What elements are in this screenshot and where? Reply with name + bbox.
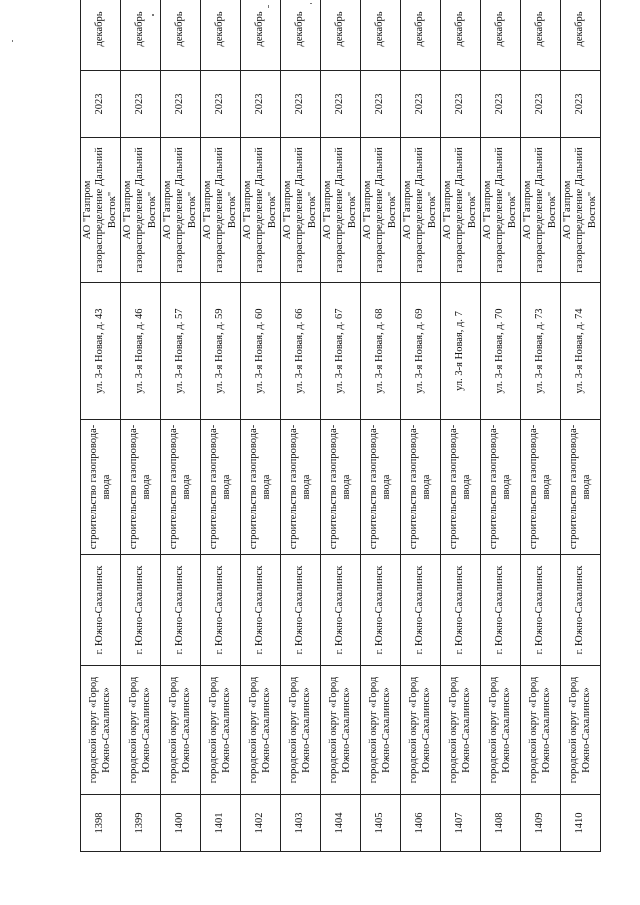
row-number-cell: 1409 <box>521 795 561 852</box>
municipality-cell: городской округ «Город Южно-Сахалинск» <box>81 666 121 795</box>
locality-cell: г. Южно-Сахалинск <box>121 555 161 666</box>
municipality-cell: городской округ «Город Южно-Сахалинск» <box>481 666 521 795</box>
organization-cell: АО "Газпром газораспределение Дальний Восток" <box>161 138 201 283</box>
table-row <box>161 0 201 852</box>
locality-cell: г. Южно-Сахалинск <box>161 555 201 666</box>
locality-cell: г. Южно-Сахалинск <box>201 555 241 666</box>
rotated-table-wrapper <box>80 11 600 852</box>
month-cell: декабрь <box>321 0 361 71</box>
month-cell: декабрь <box>401 0 441 71</box>
row-number-cell: 1400 <box>161 795 201 852</box>
municipality-cell: городской округ «Город Южно-Сахалинск» <box>561 666 601 795</box>
row-number-cell: 1399 <box>121 795 161 852</box>
organization-cell: АО "Газпром газораспределение Дальний Восток" <box>441 138 481 283</box>
address-cell: ул. 3-я Новая, д. 67 <box>321 283 361 420</box>
row-number-cell: 1407 <box>441 795 481 852</box>
gas-pipeline-schedule-table <box>80 0 601 852</box>
row-number-cell: 1404 <box>321 795 361 852</box>
month-cell: декабрь <box>81 0 121 71</box>
address-cell: ул. 3-я Новая, д. 66 <box>281 283 321 420</box>
work-type-cell: строительство газопровода-ввода <box>521 420 561 555</box>
month-cell: декабрь <box>121 0 161 71</box>
locality-cell: г. Южно-Сахалинск <box>281 555 321 666</box>
row-number-cell: 1405 <box>361 795 401 852</box>
municipality-cell: городской округ «Город Южно-Сахалинск» <box>201 666 241 795</box>
month-cell: декабрь <box>241 0 281 71</box>
year-cell: 2023 <box>121 71 161 138</box>
work-type-cell: строительство газопровода-ввода <box>201 420 241 555</box>
table-row <box>361 0 401 852</box>
locality-cell: г. Южно-Сахалинск <box>561 555 601 666</box>
work-type-cell: строительство газопровода-ввода <box>241 420 281 555</box>
table-row <box>321 0 361 852</box>
municipality-cell: городской округ «Город Южно-Сахалинск» <box>121 666 161 795</box>
locality-cell: г. Южно-Сахалинск <box>321 555 361 666</box>
work-type-cell: строительство газопровода-ввода <box>81 420 121 555</box>
table-body <box>81 0 601 852</box>
month-cell: декабрь <box>281 0 321 71</box>
address-cell: ул. 3-я Новая, д. 74 <box>561 283 601 420</box>
organization-cell: АО "Газпром газораспределение Дальний Восток" <box>521 138 561 283</box>
year-cell: 2023 <box>361 71 401 138</box>
address-cell: ул. 3-я Новая, д. 57 <box>161 283 201 420</box>
scan-speck <box>12 40 13 42</box>
address-cell: ул. 3-я Новая, д. 59 <box>201 283 241 420</box>
table-row <box>521 0 561 852</box>
month-cell: декабрь <box>441 0 481 71</box>
year-cell: 2023 <box>321 71 361 138</box>
row-number-cell: 1402 <box>241 795 281 852</box>
organization-cell: АО "Газпром газораспределение Дальний Восток" <box>561 138 601 283</box>
work-type-cell: строительство газопровода-ввода <box>401 420 441 555</box>
organization-cell: АО "Газпром газораспределение Дальний Восток" <box>201 138 241 283</box>
organization-cell: АО "Газпром газораспределение Дальний Восток" <box>81 138 121 283</box>
address-cell: ул. 3-я Новая, д. 69 <box>401 283 441 420</box>
address-cell: ул. 3-я Новая, д. 7 <box>441 283 481 420</box>
work-type-cell: строительство газопровода-ввода <box>121 420 161 555</box>
year-cell: 2023 <box>521 71 561 138</box>
municipality-cell: городской округ «Город Южно-Сахалинск» <box>401 666 441 795</box>
month-cell: декабрь <box>521 0 561 71</box>
organization-cell: АО "Газпром газораспределение Дальний Восток" <box>481 138 521 283</box>
table-row <box>281 0 321 852</box>
municipality-cell: городской округ «Город Южно-Сахалинск» <box>281 666 321 795</box>
year-cell: 2023 <box>401 71 441 138</box>
locality-cell: г. Южно-Сахалинск <box>241 555 281 666</box>
row-number-cell: 1403 <box>281 795 321 852</box>
locality-cell: г. Южно-Сахалинск <box>361 555 401 666</box>
row-number-cell: 1401 <box>201 795 241 852</box>
year-cell: 2023 <box>561 71 601 138</box>
municipality-cell: городской округ «Город Южно-Сахалинск» <box>441 666 481 795</box>
row-number-cell: 1398 <box>81 795 121 852</box>
address-cell: ул. 3-я Новая, д. 46 <box>121 283 161 420</box>
organization-cell: АО "Газпром газораспределение Дальний Восток" <box>321 138 361 283</box>
address-cell: ул. 3-я Новая, д. 43 <box>81 283 121 420</box>
work-type-cell: строительство газопровода-ввода <box>561 420 601 555</box>
organization-cell: АО "Газпром газораспределение Дальний Восток" <box>361 138 401 283</box>
month-cell: декабрь <box>361 0 401 71</box>
table-row <box>201 0 241 852</box>
locality-cell: г. Южно-Сахалинск <box>481 555 521 666</box>
row-number-cell: 1406 <box>401 795 441 852</box>
organization-cell: АО "Газпром газораспределение Дальний Восток" <box>121 138 161 283</box>
year-cell: 2023 <box>241 71 281 138</box>
row-number-cell: 1410 <box>561 795 601 852</box>
table-row <box>241 0 281 852</box>
municipality-cell: городской округ «Город Южно-Сахалинск» <box>521 666 561 795</box>
month-cell: декабрь <box>481 0 521 71</box>
municipality-cell: городской округ «Город Южно-Сахалинск» <box>241 666 281 795</box>
table-row <box>481 0 521 852</box>
year-cell: 2023 <box>81 71 121 138</box>
locality-cell: г. Южно-Сахалинск <box>441 555 481 666</box>
locality-cell: г. Южно-Сахалинск <box>401 555 441 666</box>
work-type-cell: строительство газопровода-ввода <box>361 420 401 555</box>
address-cell: ул. 3-я Новая, д. 68 <box>361 283 401 420</box>
year-cell: 2023 <box>441 71 481 138</box>
table-row <box>441 0 481 852</box>
table-row <box>401 0 441 852</box>
address-cell: ул. 3-я Новая, д. 60 <box>241 283 281 420</box>
year-cell: 2023 <box>161 71 201 138</box>
organization-cell: АО "Газпром газораспределение Дальний Восток" <box>281 138 321 283</box>
month-cell: декабрь <box>201 0 241 71</box>
municipality-cell: городской округ «Город Южно-Сахалинск» <box>321 666 361 795</box>
work-type-cell: строительство газопровода-ввода <box>321 420 361 555</box>
month-cell: декабрь <box>161 0 201 71</box>
address-cell: ул. 3-я Новая, д. 70 <box>481 283 521 420</box>
municipality-cell: городской округ «Город Южно-Сахалинск» <box>361 666 401 795</box>
month-cell: декабрь <box>561 0 601 71</box>
work-type-cell: строительство газопровода-ввода <box>281 420 321 555</box>
locality-cell: г. Южно-Сахалинск <box>81 555 121 666</box>
year-cell: 2023 <box>281 71 321 138</box>
year-cell: 2023 <box>481 71 521 138</box>
address-cell: ул. 3-я Новая, д. 73 <box>521 283 561 420</box>
organization-cell: АО "Газпром газораспределение Дальний Восток" <box>241 138 281 283</box>
work-type-cell: строительство газопровода-ввода <box>481 420 521 555</box>
organization-cell: АО "Газпром газораспределение Дальний Восток" <box>401 138 441 283</box>
locality-cell: г. Южно-Сахалинск <box>521 555 561 666</box>
year-cell: 2023 <box>201 71 241 138</box>
table-row <box>81 0 121 852</box>
table-row <box>121 0 161 852</box>
municipality-cell: городской округ «Город Южно-Сахалинск» <box>161 666 201 795</box>
work-type-cell: строительство газопровода-ввода <box>161 420 201 555</box>
row-number-cell: 1408 <box>481 795 521 852</box>
table-row <box>561 0 601 852</box>
work-type-cell: строительство газопровода-ввода <box>441 420 481 555</box>
